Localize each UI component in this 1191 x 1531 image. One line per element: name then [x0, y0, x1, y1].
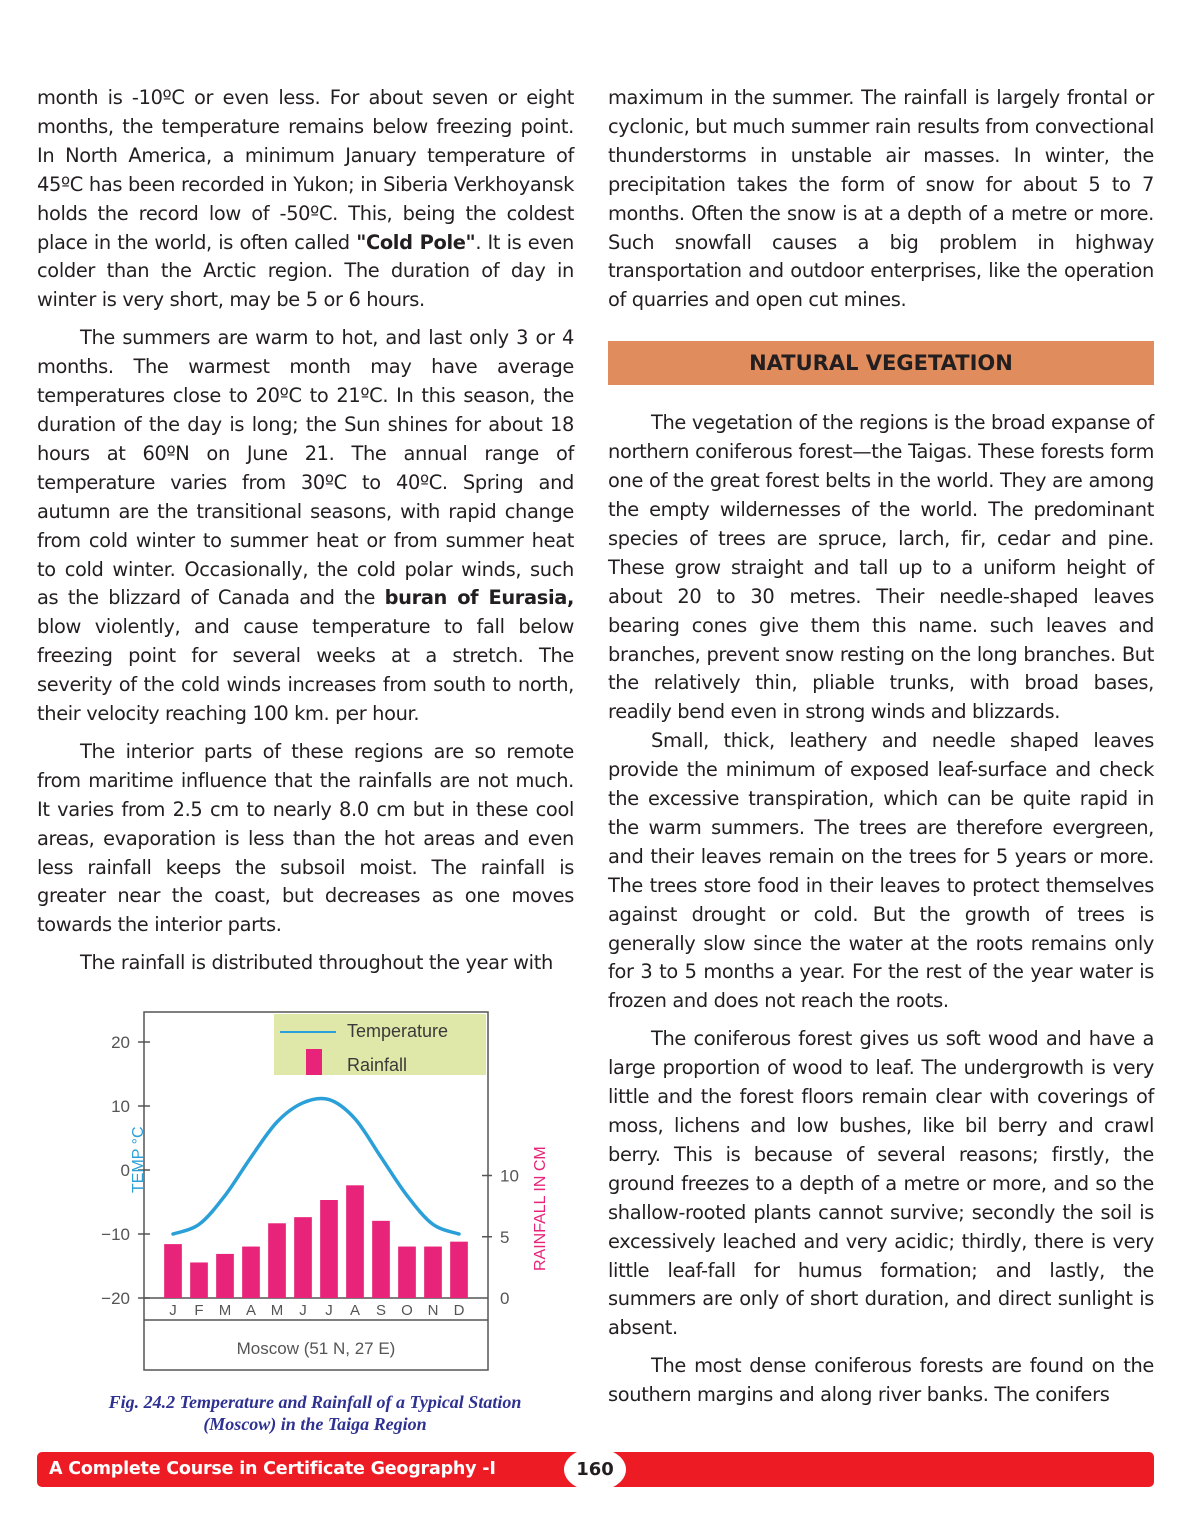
- page-footer: [37, 1452, 1154, 1487]
- rainfall-bar: [164, 1244, 182, 1298]
- legend-rainfall-label: Rainfall: [347, 1055, 408, 1075]
- section-heading-natural-vegetation: NATURAL VEGETATION: [608, 341, 1154, 385]
- left-axis-label: TEMP °C: [130, 1126, 147, 1193]
- figure-caption-line-2: (Moscow) in the Taiga Region: [203, 1414, 427, 1434]
- paragraph-rainfall-distribution: The rainfall is distributed throughout the year with: [80, 951, 553, 975]
- left-axis-tick-label: 0: [120, 1161, 130, 1180]
- left-axis-tick-label: −20: [101, 1289, 130, 1308]
- legend-rainfall-swatch: [306, 1049, 322, 1075]
- paragraph-soft-wood: The coniferous forest gives us soft wood and have a large proportion of wood to leaf. The undergrowth is very little and the forest floors remain clear with coverings of moss, lichens and low bushes, like bil berry and crawl berry. This is because of several reasons; firstly, the ground freezes to a depth of a metre or more, and so the shallow-rooted plants cannot survive; secondly the soil is excessively leached and very acidic; thirdly, there is very little leaf-fall for humus formation; and lastly, the summers are only of short duration, and direct sunlight is absent.: [608, 1027, 1154, 1340]
- rainfall-bar: [372, 1221, 390, 1298]
- footer-book-title: A Complete Course in Certificate Geography -I: [49, 1459, 496, 1479]
- rainfall-bar: [450, 1242, 468, 1298]
- paragraph-needle-leaves: Small, thick, leathery and needle shaped leaves provide the minimum of exposed leaf-surface and check the excessive transpiration, which can be quite rapid in the warm summers. The trees are therefore evergreen, and their leaves remain on the trees for 5 years or more. The trees store food in their leaves to protect themselves against drought or cold. But the growth of trees is generally slow since the water at the roots remains only for 3 to 5 months a year. For the rest of the year water is frozen and does not reach the roots.: [608, 729, 1154, 1013]
- climate-chart-svg: [70, 1006, 560, 1386]
- legend-temperature-label: Temperature: [347, 1021, 449, 1041]
- month-label: F: [194, 1302, 204, 1319]
- climate-chart: [70, 1006, 560, 1386]
- month-label: N: [427, 1302, 439, 1319]
- paragraph-dense-forests: The most dense coniferous forests are found on the southern margins and along river banks. The conifers: [608, 1354, 1154, 1407]
- month-label: M: [218, 1302, 232, 1319]
- bold-term-buran: buran of Eurasia,: [384, 586, 574, 610]
- right-axis-tick-label: 10: [500, 1166, 519, 1186]
- rainfall-bar: [320, 1200, 338, 1298]
- month-label: J: [299, 1302, 307, 1319]
- right-axis-label: RAINFALL IN CM: [532, 1146, 549, 1271]
- temperature-line: [173, 1098, 459, 1234]
- rainfall-bar: [190, 1262, 208, 1298]
- paragraph-winter-cold: month is -10ºC or even less. For about seven or eight months, the temperature remains below freezing point. In North America, a minimum January temperature of 45ºC has been recorded in Yukon; in Siberia Verkhoyansk holds the record low of -50ºC. This, being the coldest place in the world, is often called "Cold Pole". It is even colder than the Arctic region. The duration of day in winter is very short, may be 5 or 6 hours.: [37, 86, 574, 312]
- figure-caption-line-1: Fig. 24.2 Temperature and Rainfall of a Typical Station: [108, 1392, 522, 1412]
- month-label: J: [325, 1302, 333, 1319]
- right-column: [608, 84, 1154, 1410]
- left-column: [37, 84, 574, 978]
- rainfall-bar: [268, 1223, 286, 1298]
- left-axis-tick-label: 20: [111, 1033, 130, 1052]
- month-label: O: [401, 1302, 413, 1319]
- station-label: Moscow (51 N, 27 E): [236, 1339, 396, 1358]
- left-axis-tick-label: −10: [101, 1225, 130, 1244]
- paragraph-rainfall-interior: The interior parts of these regions are so remote from maritime influence that the rainfalls are not much. It varies from 2.5 cm to nearly 8.0 cm but in these cool areas, evaporation is less than the hot areas and even less rainfall keeps the subsoil moist. The rainfall is greater near the coast, but decreases as one moves towards the interior parts.: [37, 739, 574, 937]
- rainfall-bar: [294, 1217, 312, 1298]
- paragraph-summers: The summers are warm to hot, and last only 3 or 4 months. The warmest month may have average temperatures close to 20ºC to 21ºC. In this season, the duration of the day is long; the Sun shines for about 18 hours at 60ºN on June 21. The annual range of temperature varies from 30ºC to 40ºC. Spring and autumn are the transitional seasons, with rapid change from cold winter to summer heat or from summer heat to cold winter. Occasionally, the cold polar winds, such as the blizzard of Canada and the buran of Eurasia, blow violently, and cause temperature to fall below freezing point for several weeks at a stretch. The severity of the cold winds increases from south to north, their velocity reaching 100 km. per hour.: [37, 326, 574, 726]
- month-labels: [169, 1302, 464, 1319]
- month-label: A: [245, 1302, 257, 1319]
- paragraph-vegetation-taigas: The vegetation of the regions is the broad expanse of northern coniferous forest—the Taigas. These forests form one of the great forest belts in the world. They are among the empty wildernesses of the world. The predominant species of trees are spruce, larch, fir, cedar and pine. These grow straight and tall up to a uniform height of about 20 to 30 metres. Their needle-shaped leaves bearing cones give them this name. such leaves and branches, prevent snow resting on the long branches. But the relatively thin, pliable trunks, with broad bases, readily bend even in strong winds and blizzards.: [608, 411, 1154, 724]
- month-label: S: [375, 1302, 387, 1319]
- month-label: M: [270, 1302, 284, 1319]
- bold-term-cold-pole: "Cold Pole": [356, 230, 476, 254]
- right-axis-tick-label: 0: [500, 1289, 510, 1308]
- rainfall-bar: [346, 1185, 364, 1298]
- rainfall-bar: [242, 1247, 260, 1298]
- legend: [274, 1014, 486, 1075]
- rainfall-bar: [424, 1247, 442, 1298]
- month-label: D: [453, 1302, 465, 1319]
- figure-caption: [70, 1391, 560, 1435]
- left-axis-tick-label: 10: [111, 1097, 130, 1116]
- right-axis-tick-label: 5: [500, 1227, 510, 1247]
- rainfall-bar: [398, 1247, 416, 1298]
- month-label: J: [169, 1302, 177, 1319]
- rainfall-bars: [164, 1185, 468, 1298]
- month-label: A: [349, 1302, 361, 1319]
- paragraph-summer-rainfall: maximum in the summer. The rainfall is largely frontal or cyclonic, but much summer rain results from convectional thunderstorms in unstable air masses. In winter, the precipitation takes the form of snow for about 5 to 7 months. Often the snow is at a depth of a metre or more. Such snowfall causes a big problem in highway transportation and outdoor enterprises, like the operation of quarries and open cut mines.: [608, 86, 1154, 312]
- rainfall-bar: [216, 1254, 234, 1298]
- page-number: 160: [564, 1448, 626, 1491]
